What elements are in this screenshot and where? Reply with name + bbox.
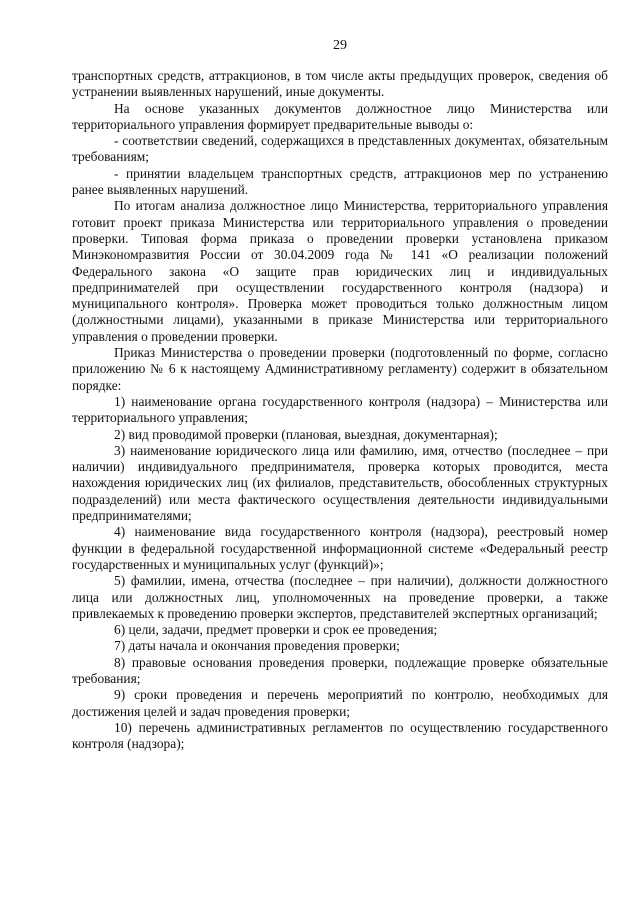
list-item-measures: - принятии владельцем транспортных средств, аттракционов мер по устранению ранее выявленных нарушений. (72, 165, 608, 198)
list-item-10: 10) перечень административных регламентов по осуществлению государственного контроля (надзора); (72, 719, 608, 752)
list-item-2: 2) вид проводимой проверки (плановая, выездная, документарная); (114, 426, 498, 442)
paragraph-order-contents: Приказ Министерства о проведении проверки (подготовленный по форме, согласно приложению № 6 к настоящему Административному регламенту) содержит в обязательном порядке: (72, 345, 608, 393)
list-item-1: 1) наименование органа государственного контроля (надзора) – Министерства или территориального управления; (72, 393, 608, 426)
list-item-9: 9) сроки проведения и перечень мероприятий по контролю, необходимых для достижения целей и задач проведения проверки; (72, 687, 608, 719)
list-item-4: 4) наименование вида государственного контроля (надзора), реестровый номер функции в федеральной государственной информационной системе «Федеральный реестр государственных и муниципальных услуг (функций)»; (72, 524, 608, 572)
page-number: 29 (333, 38, 347, 53)
list-item-8: 8) правовые основания проведения проверки, подлежащие проверке обязательные требования; (72, 654, 608, 686)
list-item-5: 5) фамилии, имена, отчества (последнее – при наличии), должности должностного лица или должностных лиц, уполномоченных на проведение проверки, а также привлекаемых к проведению проверки экспертов, представителей экспертных организаций; (72, 573, 608, 621)
list-item-3: 3) наименование юридического лица или фамилию, имя, отчество (последнее – при наличии) индивидуального предпринимателя, проверка которых проводится, места нахождения юридических лиц (их филиалов, представительств, обособленных структурных подразделений) или места фактического осуществления деятельности индивидуальными предпринимателями; (72, 442, 608, 524)
list-item-compliance: - соответствии сведений, содержащихся в представленных документах, обязательным требованиям; (72, 133, 608, 165)
paragraph-analysis-results: По итогам анализа должностное лицо Министерства, территориального управления готовит проект приказа Министерства или территориального управления о проведении проверки. Типовая форма приказа о проведении проверки установлена приказом Минэкономразвития России от 30.04.2009 года № 141 «О реализации положений Федерального закона «О защите прав юридических лиц и индивидуальных предпринимателей при осуществлении государственного контроля (надзора) и муниципального контроля». Проверка может проводиться только должностным лицом (должностными лицами), указанными в приказе Министерства или территориального управления о проведении проверки. (72, 198, 608, 344)
list-item-7: 7) даты начала и окончания проведения проверки; (114, 638, 400, 654)
list-item-6: 6) цели, задачи, предмет проверки и срок ее проведения; (114, 622, 438, 638)
paragraph-preliminary-conclusions: На основе указанных документов должностное лицо Министерства или территориального управления формирует предварительные выводы о: (72, 100, 608, 132)
paragraph-continuation: транспортных средств, аттракционов, в том числе акты предыдущих проверок, сведения об устранении выявленных нарушений, иные документы. (72, 68, 608, 100)
document-page (72, 38, 608, 752)
